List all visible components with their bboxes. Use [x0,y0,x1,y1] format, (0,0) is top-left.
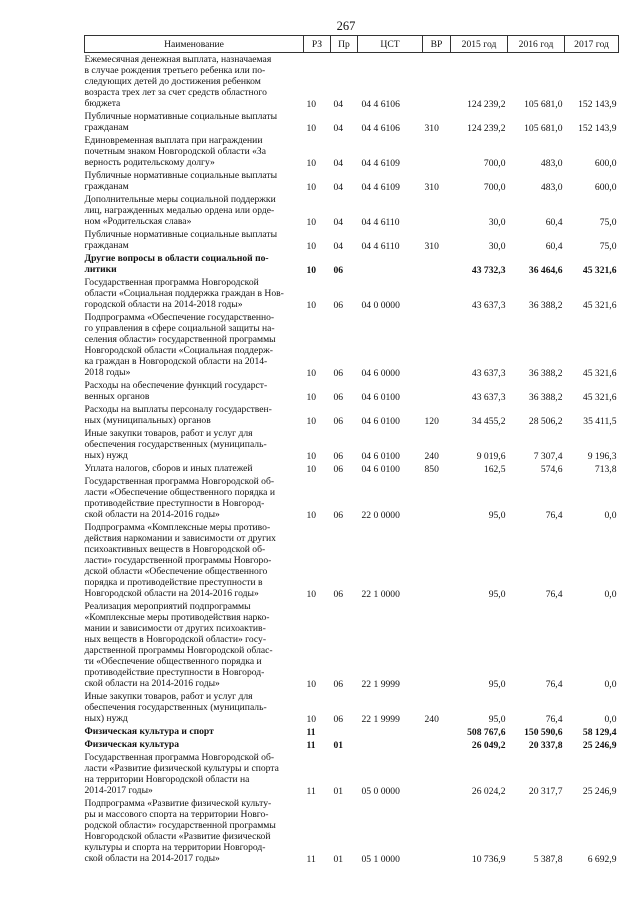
row-cst: 22 1 9999 [361,714,400,725]
row-vr: 310 [424,123,439,134]
row-name: Физическая культура [84,739,180,750]
row-rz: 10 [306,714,317,725]
row-cst: 04 4 6109 [361,158,400,169]
row-rz: 10 [306,217,317,228]
row-name: Ежемесячная денежная выплата, назначаемая в случае рождения третьего ребенка или по- следующих детей до достижения ребенком возраста трех лет за счет средств областного бюджета [84,54,272,109]
row-cst: 04 4 6110 [361,241,400,252]
table-row [85,600,619,690]
row-pr: 06 [333,265,344,276]
row-vr [423,193,451,228]
row-2016: 60,4 [545,241,563,252]
row-pr: 06 [333,451,344,462]
row-vr: 850 [424,464,439,475]
header-rz: РЗ [304,36,331,53]
row-2015: 30,0 [488,241,506,252]
row-pr: 01 [333,854,344,865]
row-2016: 36 464,6 [528,265,563,276]
row-rz: 10 [306,123,317,134]
row-cst: 22 1 9999 [361,679,400,690]
table-row [85,311,619,379]
table-row [85,427,619,462]
row-2016: 483,0 [540,182,563,193]
table-row [85,134,619,169]
row-rz: 10 [306,368,317,379]
header-name: Наименование [85,36,304,53]
row-pr: 06 [333,392,344,403]
row-name: Реализация мероприятий подпрограммы «Комплексные меры противодействия нарко- мании и зависимости от других психоактив- ных веществ в Новгородской области» госу- дарственной программы Новгородской облас- ти «Обеспечение общественного порядка и противодействие преступности в Новгород- ской области на 2014-2016 годы» [84,601,273,689]
row-vr [423,379,451,403]
row-cst: 04 4 6109 [361,182,400,193]
row-2015: 9 019,6 [476,451,506,462]
row-vr [423,797,451,865]
row-2015: 43 637,3 [471,392,506,403]
row-name: Подпрограмма «Развитие физической культу- ры и массового спорта на территории Новго- родской области» государственной программы Новгородской области «Развитие физической культуры и спорта на территории Новгород- ской области на 2014-2017 годы» [84,798,276,864]
row-2017: 0,0 [604,679,617,690]
row-pr: 04 [333,241,344,252]
row-2017: 600,0 [594,182,617,193]
table-row [85,475,619,521]
row-2017: 75,0 [599,241,617,252]
row-vr [423,311,451,379]
row-rz: 10 [306,392,317,403]
row-2016: 36 388,2 [528,300,563,311]
row-cst: 22 1 0000 [361,589,400,600]
table-row [85,193,619,228]
row-cst: 04 6 0100 [361,451,400,462]
row-rz: 10 [306,589,317,600]
table-header-row [85,36,619,53]
row-2015: 95,0 [488,510,506,521]
row-2015: 124 239,2 [467,123,506,134]
row-2017: 152 143,9 [578,99,617,110]
row-2015: 30,0 [488,217,506,228]
row-pr: 04 [333,123,344,134]
row-2016: 20 337,8 [528,740,563,751]
row-cst [358,725,423,738]
row-2015: 34 455,2 [471,416,506,427]
row-2017: 45 321,6 [582,265,617,276]
row-2017: 6 692,9 [587,854,617,865]
row-pr: 06 [333,589,344,600]
row-2017: 713,8 [594,464,617,475]
row-pr: 06 [333,368,344,379]
row-pr: 04 [333,217,344,228]
row-cst: 04 6 0100 [361,464,400,475]
row-vr [423,53,451,111]
table-row [85,252,619,276]
row-2017: 45 321,6 [582,392,617,403]
row-name: Государственная программа Новгородской об- ласти «Развитие физической культуры и спорта на территории Новгородской области на 2014-2017 годы» [84,752,279,796]
row-cst: 05 1 0000 [361,854,400,865]
table-row [85,379,619,403]
row-rz: 10 [306,451,317,462]
row-2015: 43 732,3 [471,265,506,276]
row-name: Государственная программа Новгородской области «Социальная поддержка граждан в Нов- городской области на 2014-2018 годы» [84,277,284,310]
row-2016: 105 681,0 [524,123,563,134]
row-2016: 7 307,4 [533,451,563,462]
row-pr: 01 [333,740,344,751]
table-row [85,462,619,475]
row-2015: 508 767,6 [467,727,506,738]
row-2017: 0,0 [604,510,617,521]
row-name: Другие вопросы в области социальной по- литики [84,253,269,275]
row-vr [423,751,451,797]
row-rz: 10 [306,300,317,311]
header-2017: 2017 год [565,36,619,53]
row-name: Публичные нормативные социальные выплаты гражданам [84,229,278,251]
row-2016: 150 590,6 [524,727,563,738]
row-2015: 700,0 [483,158,506,169]
table-row [85,738,619,751]
row-2015: 95,0 [488,679,506,690]
row-vr [423,252,451,276]
row-pr: 01 [333,786,344,797]
row-2017: 35 411,5 [583,416,617,427]
row-vr [423,475,451,521]
row-rz: 10 [306,99,317,110]
row-2016: 76,4 [545,714,563,725]
row-2016: 36 388,2 [528,368,563,379]
page-number: 267 [336,19,356,33]
row-pr: 06 [333,679,344,690]
header-pr: Пр [331,36,358,53]
table-row [85,53,619,111]
row-2015: 95,0 [488,714,506,725]
row-2016: 60,4 [545,217,563,228]
row-2017: 0,0 [604,589,617,600]
row-vr: 310 [424,182,439,193]
row-name: Публичные нормативные социальные выплаты гражданам [84,170,278,192]
row-vr: 120 [424,416,439,427]
table-row [85,690,619,725]
row-cst: 04 6 0100 [361,416,400,427]
table-row [85,276,619,311]
row-2016: 76,4 [545,510,563,521]
row-2015: 26 024,2 [471,786,506,797]
row-pr: 06 [333,510,344,521]
row-2015: 700,0 [483,182,506,193]
row-vr [423,134,451,169]
row-cst: 04 0 0000 [361,300,400,311]
row-2017: 600,0 [594,158,617,169]
row-pr: 06 [333,714,344,725]
row-2017: 0,0 [604,714,617,725]
table-row [85,228,619,252]
row-rz: 10 [306,182,317,193]
row-2015: 43 637,3 [471,368,506,379]
table-row [85,797,619,865]
table-row [85,169,619,193]
row-rz: 10 [306,158,317,169]
row-pr: 04 [333,99,344,110]
row-rz: 10 [306,265,317,276]
row-rz: 10 [306,679,317,690]
row-2017: 45 321,6 [582,300,617,311]
row-vr [423,521,451,600]
table-row [85,751,619,797]
row-name: Дополнительные меры социальной поддержки лиц, награжденных медалью ордена или орде- ном «Родительская слава» [84,194,276,227]
header-2015: 2015 год [451,36,508,53]
row-pr: 06 [333,300,344,311]
row-name: Государственная программа Новгородской об- ласти «Обеспечение общественного порядка и противодействие преступности в Новгород- ской области на 2014-2016 годы» [84,476,275,520]
header-vr: ВР [423,36,451,53]
row-2017: 9 196,3 [587,451,617,462]
row-2015: 95,0 [488,589,506,600]
row-2016: 76,4 [545,679,563,690]
row-name: Единовременная выплата при награждении почетным знаком Новгородской области «За верность родительскому долгу» [84,135,266,168]
row-pr: 04 [333,158,344,169]
row-pr: 04 [333,182,344,193]
row-vr: 310 [424,241,439,252]
row-2017: 45 321,6 [582,368,617,379]
row-2017: 152 143,9 [578,123,617,134]
row-rz: 10 [306,241,317,252]
row-name: Физическая культура и спорт [84,726,214,737]
row-cst [358,738,423,751]
row-rz: 11 [306,854,316,865]
row-name: Расходы на выплаты персоналу государствен- ных (муниципальных) органов [84,404,272,426]
table-body [85,53,619,866]
row-cst: 04 6 0100 [361,392,400,403]
row-name: Публичные нормативные социальные выплаты гражданам [84,111,278,133]
row-rz: 11 [306,786,316,797]
row-vr: 240 [424,451,439,462]
row-vr [423,276,451,311]
row-name: Иные закупки товаров, работ и услуг для обеспечения государственных (муниципаль- ных) нужд [84,428,267,461]
row-2016: 20 317,7 [528,786,563,797]
row-vr [423,600,451,690]
row-2016: 483,0 [540,158,563,169]
row-2017: 58 129,4 [582,727,617,738]
header-cst: ЦСТ [358,36,423,53]
row-2015: 162,5 [483,464,506,475]
header-2016: 2016 год [508,36,565,53]
row-pr: 06 [333,464,344,475]
row-2016: 76,4 [545,589,563,600]
table-row [85,725,619,738]
row-pr: 06 [333,416,344,427]
row-cst: 04 6 0000 [361,368,400,379]
row-2016: 28 506,2 [528,416,563,427]
row-pr [331,725,358,738]
table-row [85,521,619,600]
row-cst: 04 4 6106 [361,123,400,134]
row-2017: 75,0 [599,217,617,228]
table-row [85,403,619,427]
row-2017: 25 246,9 [582,786,617,797]
row-2017: 25 246,9 [582,740,617,751]
row-name: Расходы на обеспечение функций государст- венных органов [84,380,268,402]
row-vr: 240 [424,714,439,725]
row-2016: 5 387,8 [533,854,563,865]
row-rz: 10 [306,510,317,521]
table-row [85,110,619,134]
row-cst: 05 0 0000 [361,786,400,797]
row-2016: 574,6 [540,464,563,475]
row-2015: 10 736,9 [471,854,506,865]
row-2015: 26 049,2 [471,740,506,751]
row-rz: 10 [306,464,317,475]
row-cst: 04 4 6110 [361,217,400,228]
row-2015: 124 239,2 [467,99,506,110]
row-2016: 105 681,0 [524,99,563,110]
row-2016: 36 388,2 [528,392,563,403]
row-rz: 11 [306,727,316,738]
row-name: Подпрограмма «Комплексные меры противо- действия наркомании и зависимости от других психоактивных веществ в Новгородской об- ласти» государственной программы Новгоро- дской области «Обеспечение общественного порядка и противодействие преступности в Новгородской области на 2014-2016 годы» [84,522,276,599]
row-vr [423,725,451,738]
row-cst: 04 4 6106 [361,99,400,110]
row-cst [358,252,423,276]
row-name: Подпрограмма «Обеспечение государственно- го управления в сфере социальной защиты на- селения области» государственной программы Новгородской области «Социальная поддерж- ка граждан в Новгородской области на 2014- 2018 годы» [84,312,276,378]
row-2015: 43 637,3 [471,300,506,311]
row-cst: 22 0 0000 [361,510,400,521]
row-rz: 11 [306,740,316,751]
row-name: Уплата налогов, сборов и иных платежей [84,463,253,474]
row-vr [423,738,451,751]
row-rz: 10 [306,416,317,427]
budget-table [84,35,619,865]
row-name: Иные закупки товаров, работ и услуг для обеспечения государственных (муниципаль- ных) нужд [84,691,267,724]
